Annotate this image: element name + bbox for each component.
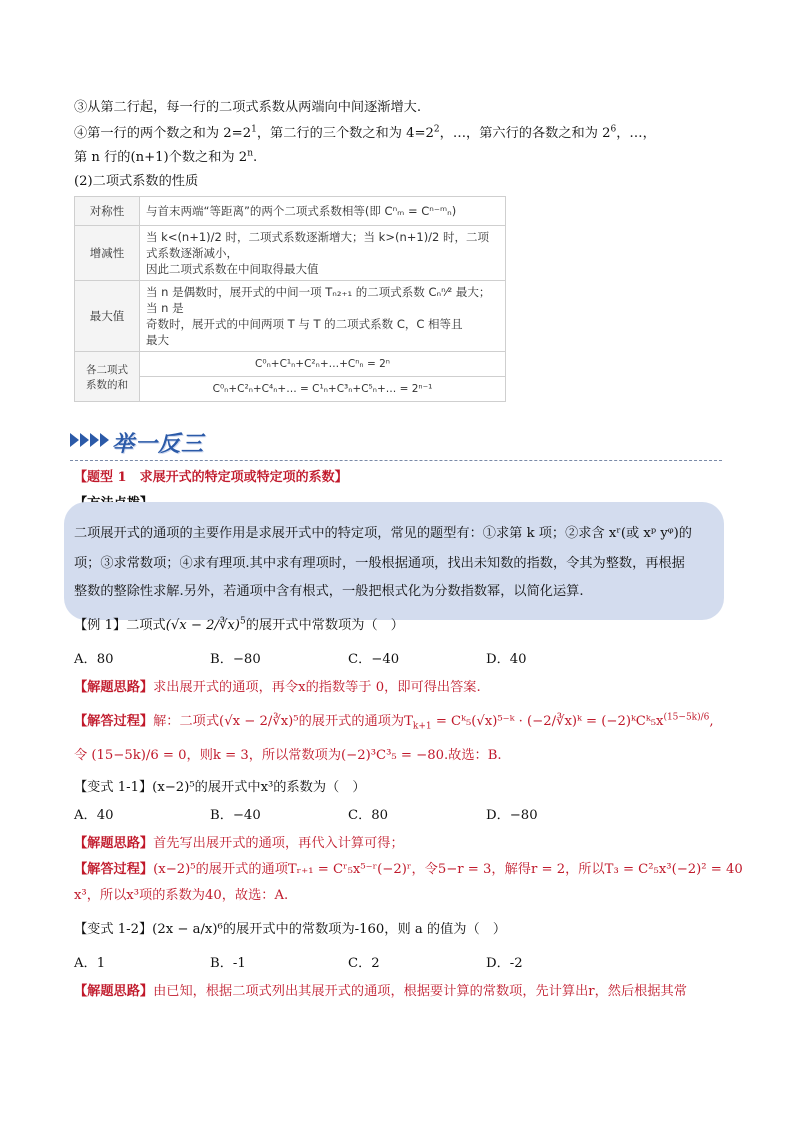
solution-process	[74, 712, 714, 732]
solution-process-text: (x−2)⁵的展开式的通项Tᵣ₊₁ = Cʳ₅x⁵⁻ʳ(−2)ʳ，令5−r = 3，解得r = 2，所以T₃ = C²₅x³(−2)² = 40	[153, 862, 743, 877]
intro-item-4-part: ，…，	[616, 126, 656, 141]
intro-item-4-part: .	[252, 150, 258, 165]
option-a[interactable]: A．80	[74, 652, 114, 667]
divider	[70, 460, 722, 461]
method-line: 项；③求常数项；④求有理项.其中求有理项时，一般根据通项，找出未知数的指数，令其为整数，再根据	[74, 556, 685, 571]
solution-process-text: ,	[709, 714, 714, 729]
option-a[interactable]: A．1	[74, 956, 106, 971]
solution-process-cont: 令 (15−5k)/6 = 0，则k = 3，所以常数项为(−2)³C³₅ = −80.故选：B.	[74, 748, 502, 763]
variant-1-1-question: 【变式 1-1】(x−2)⁵的展开式中x³的系数为（ ）	[74, 780, 366, 795]
solution-process-label: 【解答过程】	[74, 862, 154, 877]
table-body-line: 奇数时，展开式的中间两项 T 与 T 的二项式系数 C，C 相等且	[146, 317, 463, 331]
intro-item-4-cont	[74, 148, 257, 168]
option-d[interactable]: D．-2	[486, 956, 523, 971]
table-head-cell: 最大值	[75, 281, 140, 352]
table-body-line: 当 k<(n+1)/2 时，二项式系数逐渐增大；当 k>(n+1)/2 时，二项式系数逐渐减小，	[146, 230, 490, 260]
table-row	[75, 197, 506, 226]
solution-idea	[74, 834, 404, 854]
table-row	[75, 352, 506, 377]
intro-item-4-part: ，…，第六行的各数之和为 2	[439, 126, 611, 141]
example-1-question	[74, 616, 404, 636]
intro-item-4-exponent: 6	[610, 124, 617, 135]
binomial-properties-table	[74, 196, 506, 402]
table-body-cell: C⁰ₙ+C²ₙ+C⁴ₙ+… = C¹ₙ+C³ₙ+C⁵ₙ+… = 2ⁿ⁻¹	[140, 377, 506, 402]
solution-idea	[74, 982, 687, 1002]
table-head-cell: 增减性	[75, 226, 140, 281]
solution-idea	[74, 678, 481, 698]
option-d[interactable]: D．40	[486, 652, 527, 667]
solution-process-subscript: k+1	[412, 721, 432, 732]
section-banner-title: 举一反三	[112, 432, 205, 457]
solution-process-text: = Cᵏ₅(√x)⁵⁻ᵏ · (−2/∛x)ᵏ = (−2)ᵏCᵏ₅x	[431, 714, 664, 729]
intro-item-4-part: 第 n 行的(n+1)个数之和为 2	[74, 150, 248, 165]
solution-idea-text: 求出展开式的通项，再令x的指数等于 0，即可得出答案.	[153, 680, 481, 695]
table-body-line: 最大	[146, 333, 169, 347]
section-heading-2: (2)二项式系数的性质	[74, 174, 199, 189]
solution-idea-label: 【解题思路】	[74, 680, 154, 695]
solution-process	[74, 860, 743, 880]
method-line: 二项展开式的通项的主要作用是求展开式中的特定项，常见的题型有：①求第 k 项；②求含 xʳ(或 xᵖ yᵠ)的	[74, 526, 692, 541]
intro-item-4-exponent: 1	[251, 124, 257, 135]
solution-idea-text: 首先写出展开式的通项，再代入计算可得；	[153, 836, 404, 851]
question-expression: (√x − 2/∛x)	[165, 618, 240, 633]
option-a[interactable]: A．40	[74, 808, 114, 823]
option-b[interactable]: B．−40	[210, 808, 261, 823]
option-c[interactable]: C．2	[348, 956, 380, 971]
solution-process-text: 解：二项式(√x − 2/∛x)⁵的展开式的通项为T	[153, 714, 413, 729]
solution-idea-label: 【解题思路】	[74, 984, 154, 999]
option-c[interactable]: C．80	[348, 808, 389, 823]
solution-process-exponent: (15−5k)/6	[663, 712, 710, 723]
table-body-cell: 与首末两端“等距离”的两个二项式系数相等(即 Cⁿₘ = Cⁿ⁻ᵐₙ)	[140, 197, 506, 226]
option-b[interactable]: B．-1	[210, 956, 246, 971]
table-head-cell: 对称性	[75, 197, 140, 226]
table-body-cell	[140, 281, 506, 352]
intro-item-4-part: ，第二行的三个数之和为 4=2	[256, 126, 434, 141]
banner-arrows-icon	[70, 430, 109, 450]
intro-item-3: ③从第二行起，每一行的二项式系数从两端向中间逐渐增大.	[74, 100, 422, 115]
method-line: 整数的整除性求解.另外，若通项中含有根式，一般把根式化为分数指数幂，以简化运算.	[74, 584, 584, 599]
option-c[interactable]: C．−40	[348, 652, 400, 667]
question-tail: 的展开式中常数项为（ ）	[245, 618, 404, 633]
solution-idea-text: 由已知，根据二项式列出其展开式的通项，根据要计算的常数项，先计算出r，然后根据其常	[153, 984, 687, 999]
intro-item-4-part: ④第一行的两个数之和为 2=2	[74, 126, 252, 141]
table-body-cell	[140, 226, 506, 281]
solution-process-cont: x³，所以x³项的系数为40，故选：A.	[74, 888, 289, 903]
option-b[interactable]: B．−80	[210, 652, 261, 667]
option-d[interactable]: D．−80	[486, 808, 538, 823]
table-head-cell: 各二项式系数的和	[75, 352, 140, 402]
table-body-cell: C⁰ₙ+C¹ₙ+C²ₙ+…+Cⁿₙ = 2ⁿ	[140, 352, 506, 377]
intro-item-4-exponent: 2	[433, 124, 440, 135]
question-exponent: 5	[239, 616, 246, 627]
solution-idea-label: 【解题思路】	[74, 836, 154, 851]
solution-process-label: 【解答过程】	[74, 714, 154, 729]
table-row	[75, 377, 506, 402]
intro-item-4-exponent: n	[247, 148, 253, 159]
table-row	[75, 226, 506, 281]
intro-item-4	[74, 124, 656, 144]
variant-1-2-question: 【变式 1-2】(2x − a/x)⁶的展开式中的常数项为-160，则 a 的值为（ ）	[74, 922, 507, 937]
topic-heading: 【题型 1 求展开式的特定项或特定项的系数】	[74, 470, 348, 485]
table-body-line: 当 n 是偶数时，展开式的中间一项 Tₙ₂₊₁ 的二项式系数 Cₙⁿ⁄² 最大；当 n 是	[146, 285, 491, 315]
table-body-line: 因此二项式系数在中间取得最大值	[146, 262, 319, 276]
table-row	[75, 281, 506, 352]
question-label: 【例 1】二项式	[74, 618, 166, 633]
